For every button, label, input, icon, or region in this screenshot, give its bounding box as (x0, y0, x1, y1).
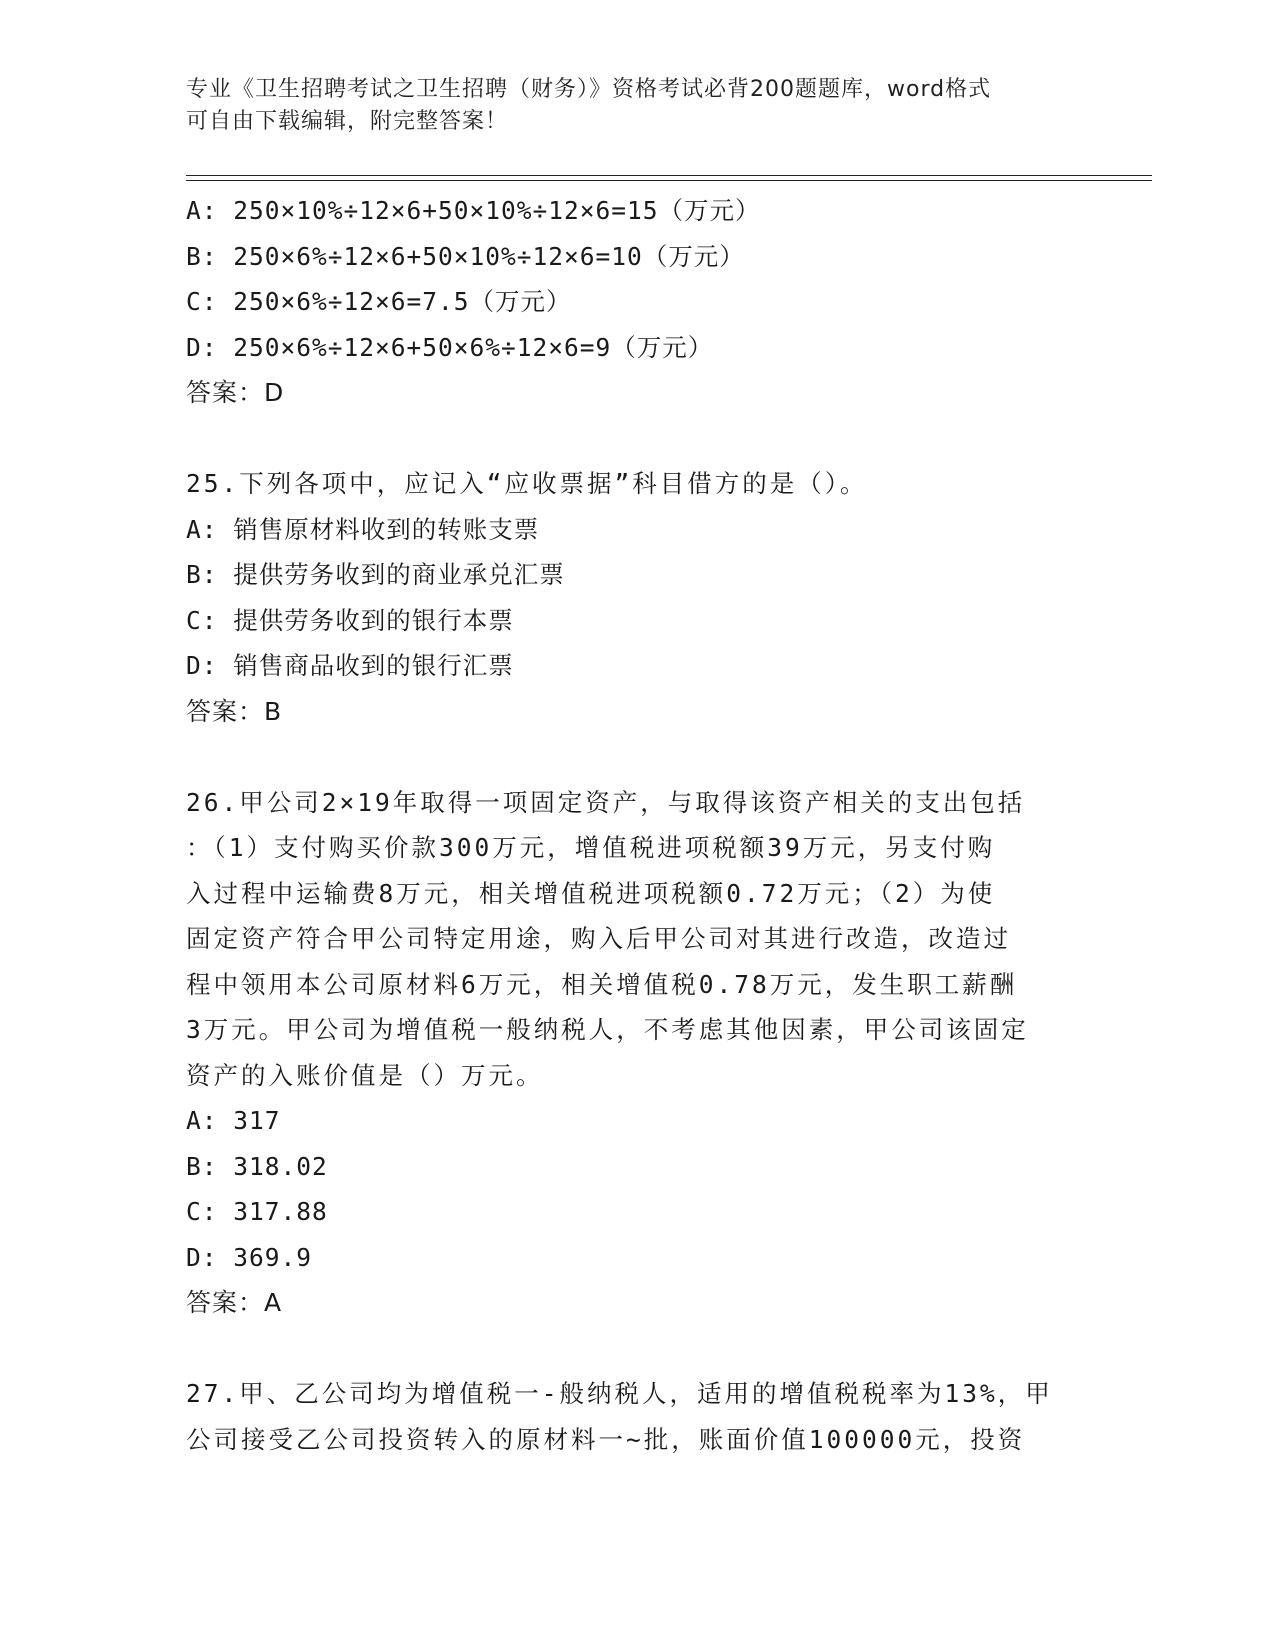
stem-line: 入过程中运输费8万元，相关增值税进项税额0.72万元；（2）为使 (186, 878, 996, 908)
option-d: D: 销售商品收到的银行汇票 (186, 651, 514, 680)
answer: 答案：D (186, 378, 285, 407)
header-rule-top (186, 175, 1152, 176)
stem-line: 26.甲公司2×19年取得一项固定资产，与取得该资产相关的支出包括 (186, 787, 1026, 817)
question-stem: 25.下列各项中，应记入“应收票据”科目借方的是（）。 (186, 469, 868, 498)
option-b: B: 250×6%÷12×6+50×10%÷12×6=10（万元） (186, 241, 745, 271)
question-25 (186, 461, 1086, 734)
option-d: D: 369.9 (186, 1242, 313, 1272)
header-line-1: 专业《卫生招聘考试之卫生招聘（财务）》资格考试必背200题题库，word格式 (186, 77, 992, 102)
stem-line: ：（1）支付购买价款300万元，增值税进项税额39万元，另支付购 (186, 833, 996, 862)
option-c: C: 提供劳务收到的银行本票 (186, 605, 514, 635)
header-line-2: 可自由下载编辑，附完整答案！ (186, 109, 509, 134)
option-a: A: 250×10%÷12×6+50×10%÷12×6=15（万元） (186, 196, 761, 225)
option-b: B: 提供劳务收到的商业承兑汇票 (186, 560, 565, 589)
question-24 (186, 188, 1086, 416)
answer: 答案：B (186, 696, 283, 726)
document-header (186, 74, 1066, 138)
header-rule-bottom (186, 180, 1152, 181)
question-27 (186, 1371, 1086, 1462)
stem-line: 3万元。甲公司为增值税一般纳税人，不考虑其他因素，甲公司该固定 (186, 1015, 1029, 1044)
option-c: C: 250×6%÷12×6=7.5（万元） (186, 287, 572, 316)
option-b: B: 318.02 (186, 1151, 328, 1181)
question-stem (186, 1371, 1086, 1462)
stem-line: 固定资产符合甲公司特定用途，购入后甲公司对其进行改造，改造过 (186, 924, 1011, 953)
question-26 (186, 780, 1086, 1326)
option-a: A: 销售原材料收到的转账支票 (186, 514, 540, 544)
question-stem (186, 780, 1086, 1099)
stem-line: 程中领用本公司原材料6万元，相关增值税0.78万元，发生职工薪酬 (186, 969, 1018, 999)
option-d: D: 250×6%÷12×6+50×6%÷12×6=9（万元） (186, 332, 714, 362)
stem-line: 公司接受乙公司投资转入的原材料一~批，账面价值100000元，投资 (186, 1424, 1026, 1454)
option-a: A: 317 (186, 1106, 281, 1135)
answer: 答案：A (186, 1288, 283, 1317)
stem-line: 27.甲、乙公司均为增值税一-般纳税人，适用的增值税税率为13%，甲 (186, 1379, 1053, 1408)
option-c: C: 317.88 (186, 1197, 328, 1226)
stem-line: 资产的入账价值是（）万元。 (186, 1060, 544, 1090)
question-list (186, 188, 1086, 1462)
